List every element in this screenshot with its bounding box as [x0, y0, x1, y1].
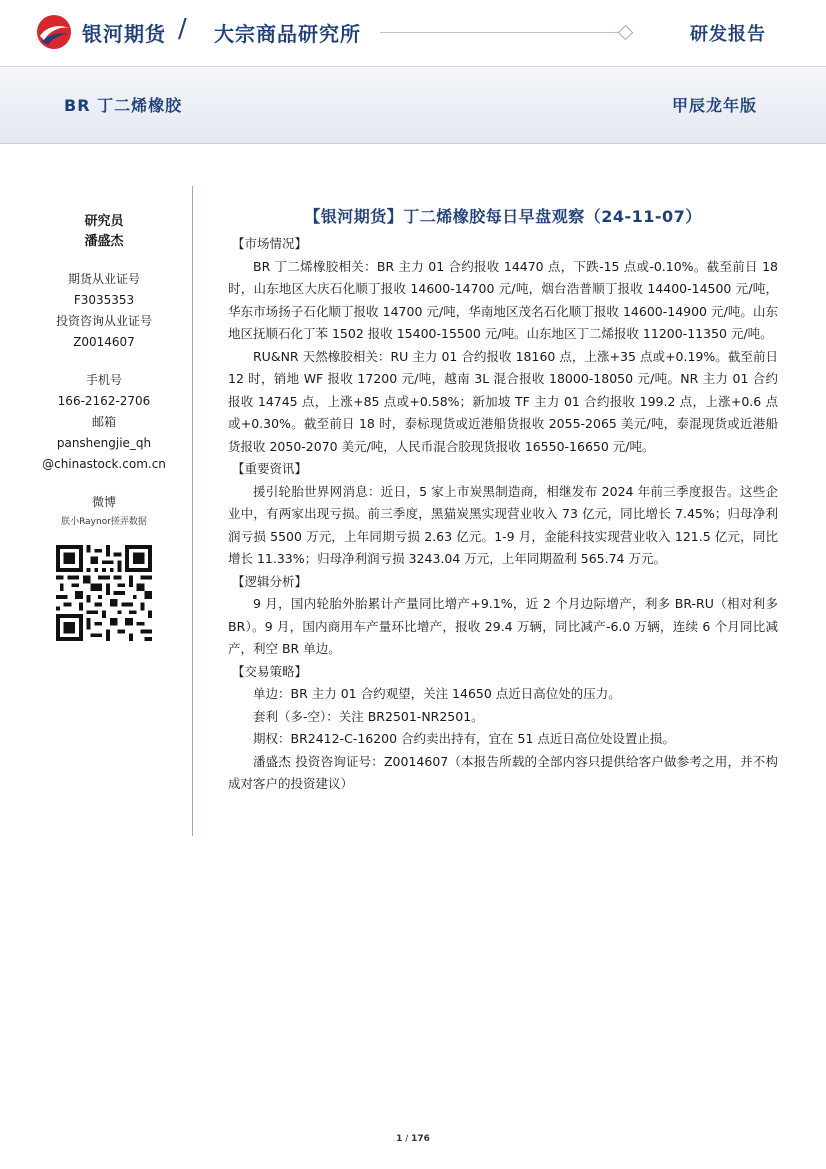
futures-cert-value: F3035353	[73, 293, 135, 307]
section-heading-strategy: 【交易策略】	[232, 663, 308, 679]
analyst-sidebar	[30, 212, 178, 641]
strategy-spread: 套利（多-空）：关注 BR2501-NR2501。	[253, 708, 484, 724]
page-current: 1	[396, 1134, 403, 1144]
analyst-name: 潘盛杰	[84, 234, 124, 249]
diamond-ornament-icon	[618, 25, 634, 41]
page-total: 176	[411, 1134, 430, 1144]
advisory-cert-value: Z0014607	[73, 335, 135, 349]
paragraph-logic: 9 月，国内轮胎外胎累计产量同比增产+9.1%，近 2 个月边际增产，利多 BR-RU（相对利多 BR）。9 月，国内商用车产量环比增产，报收 29.4 万辆，同比减产-6.0 万辆，连续 6 个月同比减产，利空 BR 单边。	[228, 596, 778, 656]
strategy-option: 期权：BR2412-C-16200 合约卖出持有，宜在 51 点近日高位处设置止损。	[253, 731, 675, 746]
product-name: BR 丁二烯橡胶	[64, 96, 183, 115]
report-body	[228, 204, 778, 796]
weibo-label: 微博	[91, 495, 116, 509]
galaxy-logo-icon	[36, 14, 72, 50]
institute-name: 大宗商品研究所	[214, 22, 361, 46]
page-separator: /	[402, 1134, 412, 1144]
email-value-line2[interactable]: @chinastock.com.cn	[42, 457, 166, 471]
futures-cert-label: 期货从业证号	[67, 272, 140, 286]
qr-code-icon	[56, 545, 152, 641]
header-rule	[380, 32, 625, 33]
email-value-line1[interactable]: panshengjie_qh	[56, 436, 152, 450]
section-heading-news: 【重要资讯】	[232, 461, 308, 476]
product-band	[0, 66, 826, 144]
phone-label: 手机号	[85, 373, 122, 387]
brand-name: 银河期货	[82, 22, 166, 46]
email-label: 邮箱	[91, 415, 116, 429]
page-number	[0, 1134, 826, 1144]
paragraph-news: 援引轮胎世界网消息：近日，5 家上市炭黑制造商，相继发布 2024 年前三季度报告。这些企业中，有两家出现亏损。前三季度，黑猫炭黑实现营业收入 73 亿元，同比增长 7.45%；归母净利润亏损 5500 万元，上年同期亏损 2.63 亿元。1-9 月，金能科技实现营业收入 121.5 亿元，同比增长 11.33%；归母净利润亏损 3243.04 万元，上年同期盈利 565.74 万元。	[228, 483, 778, 566]
header-separator: /	[178, 14, 187, 44]
section-heading-logic: 【逻辑分析】	[232, 573, 308, 589]
section-heading-market: 【市场情况】	[232, 236, 308, 251]
weibo-value: 朕小Raynor搓弄数据	[61, 517, 147, 527]
paragraph-ru-nr-market: RU&NR 天然橡胶相关：RU 主力 01 合约报收 18160 点，上涨+35 点或+0.19%。截至前日 12 时，销地 WF 报收 17200 元/吨，越南 3L 混合报收 18000-18050 元/吨。NR 主力 01 合约报收 14745 点，上涨+85 点或+0.58%；新加坡 TF 主力 01 合约报收 199.2 点，上涨+0.6 点或+0.30%。截至前日 18 时，泰标现货或近港船货报收 2055-2065 美元/吨，泰混现货或近港船货报收 2050-2070 美元/吨，人民币混合胶现货报收 16550-16650 元/吨。	[228, 348, 778, 454]
advisory-cert-label: 投资咨询从业证号	[55, 314, 152, 328]
phone-value: 166-2162-2706	[57, 394, 151, 408]
report-title: 【银河期货】丁二烯橡胶每日早盘观察（24-11-07）	[304, 207, 702, 226]
strategy-outright: 单边：BR 主力 01 合约观望，关注 14650 点近日高位处的压力。	[253, 686, 621, 701]
edition-label: 甲辰龙年版	[672, 96, 758, 115]
report-header	[0, 0, 826, 66]
report-type: 研发报告	[690, 24, 766, 45]
analyst-role: 研究员	[84, 214, 124, 229]
paragraph-br-market: BR 丁二烯橡胶相关：BR 主力 01 合约报收 14470 点，下跌-15 点或-0.10%。截至前日 18 时，山东地区大庆石化顺丁报收 14600-14700 元/吨，烟台浩普顺丁报收 14400-14500 元/吨，华东市场扬子石化顺丁报收 14700 元/吨，华南地区茂名石化顺丁报收 14600-14900 元/吨。山东地区抚顺石化丁苯 1502 报收 15400-15500 元/吨。山东地区丁二烯报收 11200-11350 元/吨。	[228, 258, 778, 341]
disclaimer: 潘盛杰 投资咨询证号：Z0014607（本报告所载的全部内容只提供给客户做参考之用，并不构成对客户的投资建议）	[228, 753, 778, 791]
sidebar-divider	[192, 186, 193, 836]
